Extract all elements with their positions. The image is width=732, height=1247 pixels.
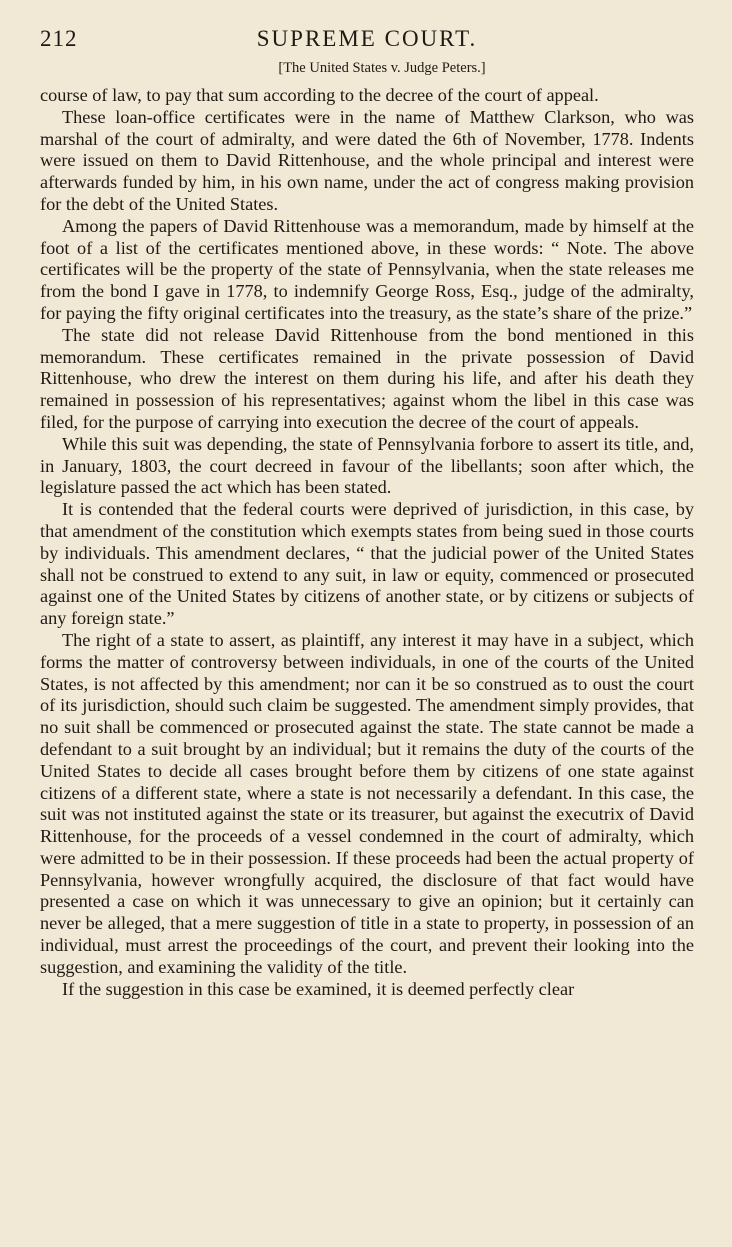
body-text (40, 85, 694, 1000)
paragraph: course of law, to pay that sum according to the decree of the court of appeal. (40, 85, 599, 105)
running-head (40, 22, 694, 56)
paragraph: The right of a state to assert, as plaintiff, any interest it may have in a subject, which forms the matter of controversy between individuals, in one of the courts of the United States, is not affected by this amendment; nor can it be so construed as to oust the court of its jurisdiction, should such claim be suggested. The amendment simply provides, that no suit shall be commenced or prosecuted against the state. The state cannot be made a defendant to a suit brought by an individual; but it remains the duty of the courts of the United States to decide all cases brought before them by citizens of one state against citizens of a different state, where a state is not necessarily a defendant. In this case, the suit was not instituted against the state or its treasurer, but against the executrix of David Rittenhouse, for the proceeds of a vessel condemned in the court of admiralty, which were admitted to be in their possession. If these proceeds had been the actual property of Pennsylvania, however wrongfully acquired, the disclosure of that fact would have presented a case on which it was unnecessary to give an opinion; but it certainly can never be alleged, that a mere suggestion of title in a state to property, in possession of an individual, must arrest the proceedings of the court, and prevent their looking into the suggestion, and examining the validity of the title. (40, 629, 694, 977)
case-caption: [The United States v. Judge Peters.] (278, 60, 486, 76)
paragraph: While this suit was depending, the state of Pennsylvania forbore to assert its title, and, in January, 1803, the court decreed in favour of the libellants; soon after which, the legislature passed the act which has been stated. (40, 433, 694, 498)
paragraph: The state did not release David Rittenhouse from the bond mentioned in this memorandum. These certificates remained in the private possession of David Rittenhouse, who drew the interest on them during his life, and after his death they remained in possession of his representatives; against whom the libel in this case was filed, for the purpose of carrying into execution the decree of the court of appeals. (40, 324, 694, 432)
paragraph: It is contended that the federal courts were deprived of jurisdiction, in this case, by that amendment of the constitution which exempts states from being sued in those courts by individuals. This amendment declares, “ that the judicial power of the United States shall not be construed to extend to any suit, in law or equity, commenced or prosecuted against one of the United States by citizens of another state, or by citizens or subjects of any foreign state.” (40, 499, 694, 629)
page-number: 212 (40, 26, 78, 51)
running-title: SUPREME COURT. (256, 26, 478, 51)
paragraph: These loan-office certificates were in the name of Matthew Clarkson, who was marshal of the court of admiralty, and were dated the 6th of November, 1778. Indents were issued on them to David Rittenhouse, and the whole principal and interest were afterwards funded by him, in his own name, under the act of congress making provision for the debt of the United States. (40, 106, 694, 214)
paragraph: If the suggestion in this case be examined, it is deemed perfectly clear (62, 978, 575, 999)
paragraph: Among the papers of David Rittenhouse was a memorandum, made by himself at the foot of a list of the certificates mentioned above, in these words: “ Note. The above certificates will be the property of the state of Pennsylvania, when the state releases me from the bond I gave in 1778, to indemnify George Ross, Esq., judge of the admiralty, for paying the fifty original certificates into the treasury, as the state’s share of the prize.” (40, 215, 694, 323)
